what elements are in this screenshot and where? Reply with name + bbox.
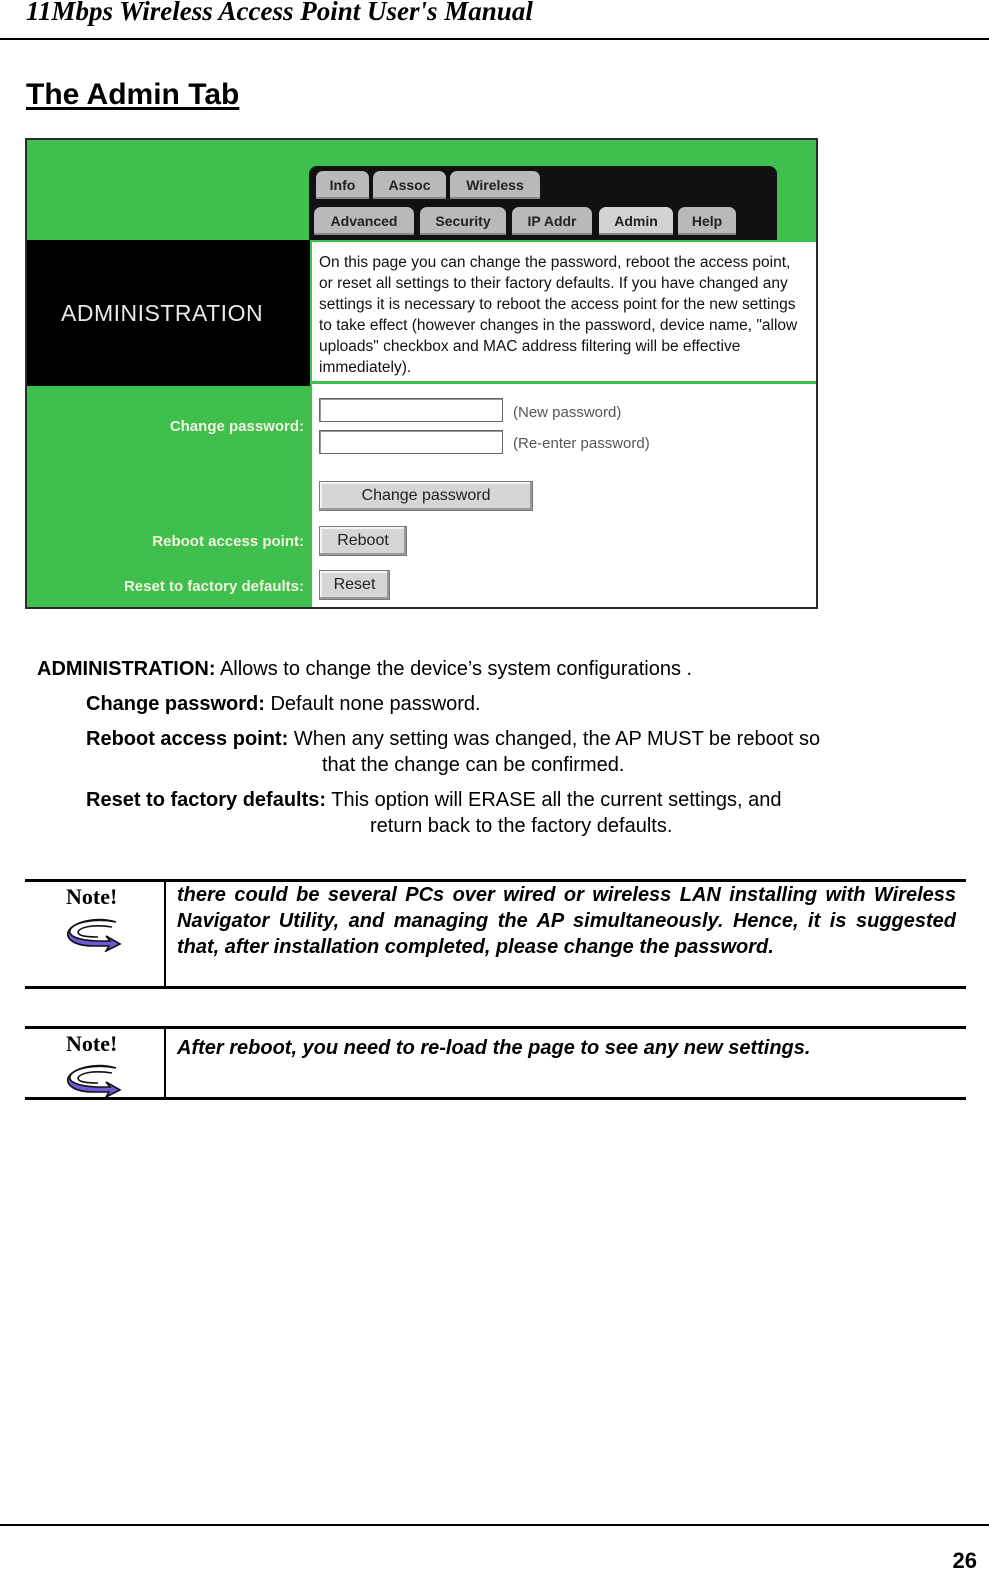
tab-security[interactable]: Security	[420, 207, 506, 235]
tab-advanced[interactable]: Advanced	[314, 207, 414, 235]
change-password-description	[86, 693, 481, 716]
footer-rule	[0, 1524, 989, 1526]
change-password-desc: Default none password.	[270, 693, 481, 715]
reset-desc-line2: return back to the factory defaults.	[370, 815, 673, 837]
note-1-arrow-icon	[66, 916, 124, 952]
admin-term: ADMINISTRATION:	[37, 658, 216, 680]
new-password-hint: (New password)	[513, 404, 622, 421]
tab-info[interactable]: Info	[316, 171, 369, 199]
note-1-label: Note!	[66, 884, 118, 909]
tab-wireless[interactable]: Wireless	[450, 171, 540, 199]
manual-title: 11Mbps Wireless Access Point User's Manual	[26, 0, 533, 26]
reenter-password-hint: (Re-enter password)	[513, 435, 650, 452]
tab-admin[interactable]: Admin	[599, 207, 673, 235]
note-1-divider	[164, 880, 166, 988]
note-2-divider	[164, 1027, 166, 1098]
reset-label: Reset to factory defaults:	[123, 578, 304, 595]
note-2-label: Note!	[66, 1031, 118, 1056]
reset-button[interactable]: Reset	[319, 570, 390, 600]
admin-description	[37, 658, 692, 681]
reboot-desc-line1: When any setting was changed, the AP MUST be reboot so	[293, 728, 821, 750]
reboot-label: Reboot access point:	[152, 533, 304, 550]
reset-term: Reset to factory defaults:	[86, 789, 327, 811]
section-title: The Admin Tab	[26, 78, 240, 111]
admin-heading: ADMINISTRATION	[61, 300, 264, 326]
reset-description	[86, 789, 781, 812]
header-rule	[0, 38, 989, 40]
note-1-bottom-rule	[25, 986, 966, 989]
note-2-bottom-rule	[25, 1097, 966, 1100]
page-description: On this page you can change the password, reboot the access point, or reset all settings to their factory defaults. If you have changed any settings it is necessary to reboot the access point for the new settings to take effect (however changes in the password, device name, "allow uploads" checkbox and MAC address filtering will be effective immediately).	[312, 242, 816, 384]
page-number: 26	[952, 1548, 977, 1573]
tab-assoc[interactable]: Assoc	[373, 171, 446, 199]
admin-desc: Allows to change the device’s system configurations .	[219, 658, 693, 680]
tab-bar	[309, 166, 777, 240]
note-2-text: After reboot, you need to re-load the page to see any new settings.	[177, 1037, 811, 1059]
change-password-term: Change password:	[86, 693, 265, 715]
note-1-text: there could be several PCs over wired or wireless LAN installing with Wireless Navigator Utility, and managing the AP simultaneously. Hence, it is suggested that, after installation completed, please change the password.	[177, 884, 956, 958]
new-password-input[interactable]	[319, 398, 503, 422]
reboot-term: Reboot access point:	[86, 728, 289, 750]
change-password-label: Change password:	[169, 418, 304, 435]
note-2-arrow-icon	[66, 1062, 124, 1098]
tab-ip-addr[interactable]: IP Addr	[512, 207, 592, 235]
note-2-top-rule	[25, 1026, 966, 1029]
admin-tab-screenshot	[25, 138, 818, 609]
reboot-desc-line2: that the change can be confirmed.	[322, 754, 625, 776]
change-password-button[interactable]: Change password	[319, 481, 533, 511]
reboot-button[interactable]: Reboot	[319, 526, 407, 556]
reboot-description	[86, 728, 820, 751]
reset-desc-line1: This option will ERASE all the current settings, and	[331, 789, 782, 811]
reenter-password-input[interactable]	[319, 430, 503, 454]
tab-help[interactable]: Help	[678, 207, 736, 235]
